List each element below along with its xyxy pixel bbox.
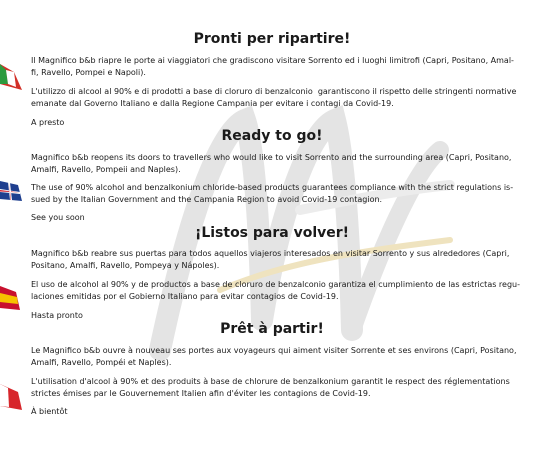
heading-french: Prêt à partir!: [220, 321, 324, 337]
spain-flag-icon: [0, 282, 26, 316]
uk-flag-icon: [0, 175, 26, 209]
paragraph-intro-french: Le Magnifico b&b ouvre à nouveau ses portes aux voyageurs qui aiment visiter Sorrente et ses environs (Capri, Positano, Amalfi, Ravello, Pompéi et Naples).: [31, 346, 517, 367]
signoff-spanish: Hasta pronto: [31, 311, 83, 320]
paragraph-intro-italian: Il Magnifico b&b riapre le porte ai viaggiatori che gradiscono visitare Sorrento ed i luoghi limitrofi (Capri, Positano, Amal- fi, Ravello, Pompei e Napoli).: [31, 56, 514, 77]
paragraph-safety-english: The use of 90% alcohol and benzalkonium chloride-based products guarantees compliance with the strict regulations is- sued by the Italian Government and the Campania Region to avoid Covid-19 contagion.: [31, 183, 514, 204]
signoff-italian: A presto: [31, 118, 65, 127]
paragraph-safety-italian: L'utilizzo di alcool al 90% e di prodotti a base di cloruro di benzalconio garantiscono il rispetto delle stringenti normative emanate dal Governo Italiano e dalla Regione Campania per evitare i contagi da Covid-19.: [31, 87, 517, 108]
signoff-english: See you soon: [31, 213, 85, 222]
heading-italian: Pronti per ripartire!: [193, 31, 351, 47]
heading-spanish: ¡Listos para volver!: [194, 225, 350, 241]
paragraph-intro-english: Magnifico b&b reopens its doors to travellers who would like to visit Sorrento and the surrounding area (Capri, Positano, Amalfi, Ravello, Pompeii and Naples).: [31, 153, 512, 174]
signoff-french: À bientôt: [31, 407, 68, 416]
italy-flag-icon: [0, 62, 26, 96]
paragraph-intro-spanish: Magnifico b&b reabre sus puertas para todos aquellos viajeros interesados en visitar Sorrento y sus alrededores (Capri, Positano, Amalfi, Ravello, Pompeya y Nápoles).: [31, 249, 510, 270]
heading-english: Ready to go!: [221, 128, 323, 144]
paragraph-safety-french: L'utilisation d'alcool à 90% et des produits à base de chlorure de benzalkonium garantit le respect des réglementations strictes émises par le Gouvernement Italien afin d'éviter les contagions de Covid-19.: [31, 377, 510, 398]
paragraph-safety-spanish: El uso de alcohol al 90% y de productos a base de cloruro de benzalconio garantiza el cumplimiento de las estrictas regu- laciones emitidas por el Gobierno Italiano para evitar contagios de Covid-19.: [31, 280, 520, 301]
france-flag-icon: [0, 380, 26, 414]
